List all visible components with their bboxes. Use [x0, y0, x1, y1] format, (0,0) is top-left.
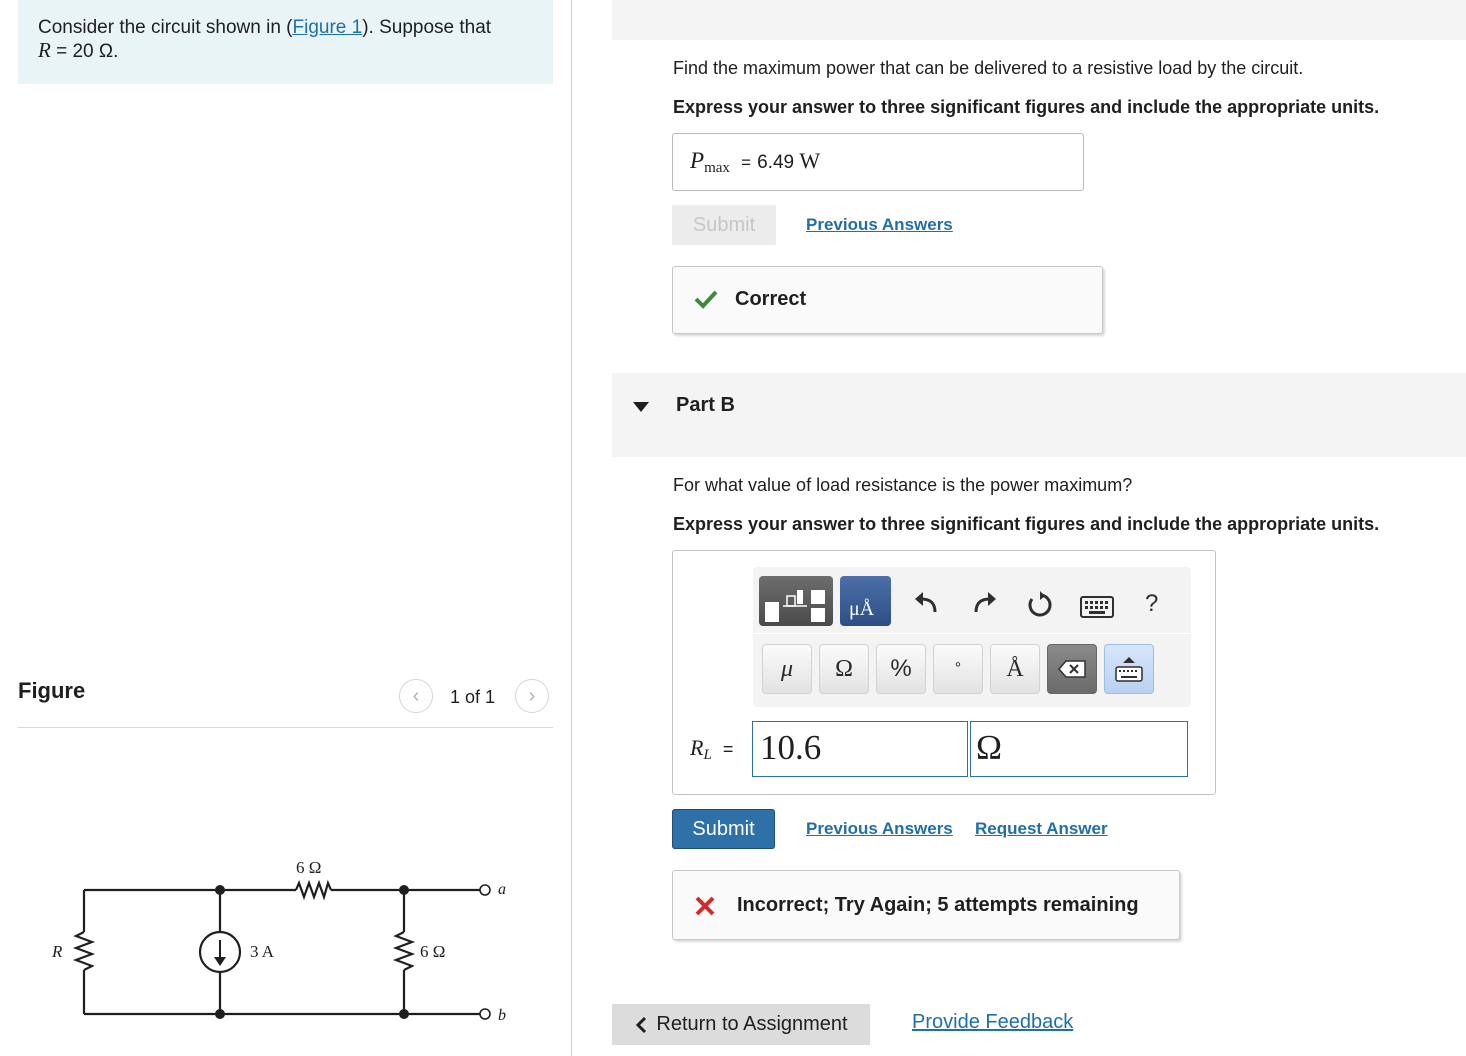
symbol-degree-button[interactable] [933, 644, 983, 694]
resistor-r [76, 932, 92, 970]
return-label: Return to Assignment [656, 1013, 848, 1035]
part-b-feedback-text: Incorrect; Try Again; 5 attempts remaining [737, 894, 1139, 916]
circuit-diagram [40, 840, 540, 1040]
part-b-submit-button[interactable]: Submit [672, 809, 775, 849]
label-node-a: a [498, 881, 506, 898]
part-b-answer-label [690, 735, 733, 761]
part-a-header-band [612, 0, 1466, 40]
part-b-question: For what value of load resistance is the power maximum? [673, 475, 1133, 495]
terminal-b [480, 1009, 490, 1019]
next-figure-button[interactable] [515, 679, 549, 713]
symbol-ohm-button[interactable] [819, 644, 869, 694]
label-source: 3 A [250, 942, 275, 961]
symbol-percent-label: % [890, 655, 912, 682]
part-b-unit-input[interactable] [970, 721, 1188, 777]
symbol-mu-label: μ [780, 655, 794, 682]
backspace-button[interactable] [1047, 644, 1097, 694]
part-b-title: Part B [676, 394, 735, 416]
intro-text-after: ). Suppose that [362, 17, 492, 38]
symbol-angstrom-label: Å [1006, 655, 1024, 682]
intro-text-before: Consider the circuit shown in ( [38, 17, 293, 38]
figure-title: Figure [18, 678, 86, 703]
symbol-ohm-label: Ω [835, 655, 853, 682]
part-a-var: P [690, 148, 705, 173]
reset-icon[interactable] [1026, 591, 1054, 619]
cross-icon [695, 896, 715, 916]
keyboard-icon[interactable] [1080, 596, 1114, 618]
figure-link[interactable]: Figure 1 [292, 17, 363, 38]
label-node-b: b [498, 1007, 506, 1024]
part-b-var-sub: L [703, 747, 712, 763]
chevron-left-icon [634, 1016, 648, 1034]
templates-button[interactable] [759, 576, 833, 626]
chevron-left-icon: ‹ [412, 684, 420, 707]
return-to-assignment-button[interactable] [612, 1004, 870, 1045]
top-resistor [296, 883, 331, 897]
figure-divider [18, 727, 553, 728]
provide-feedback-link[interactable]: Provide Feedback [912, 1011, 1074, 1033]
chevron-right-icon: › [528, 684, 536, 707]
problem-intro-text [38, 17, 491, 63]
part-b-instruction: Express your answer to three significant figures and include the appropriate units. [673, 514, 1380, 534]
terminal-a [480, 885, 490, 895]
r-variable: R [38, 38, 51, 62]
help-button[interactable]: ? [1145, 590, 1159, 617]
part-b-eq: = [722, 739, 734, 759]
symbol-angstrom-button[interactable] [990, 644, 1040, 694]
part-a-eq: = [741, 153, 752, 172]
checkmark-icon [694, 289, 718, 309]
label-right-resistor: 6 Ω [420, 942, 446, 961]
part-b-previous-answers-link[interactable]: Previous Answers [806, 819, 953, 838]
part-b-value-input[interactable] [752, 721, 968, 777]
panel-divider [571, 0, 572, 1056]
units-button[interactable] [840, 576, 891, 626]
label-top-resistor: 6 Ω [296, 858, 322, 877]
symbol-mu-button[interactable] [762, 644, 812, 694]
label-r: R [52, 942, 63, 961]
part-a-question: Find the maximum power that can be delivered to a resistive load by the circuit. [673, 58, 1304, 78]
part-a-previous-answers-link[interactable]: Previous Answers [806, 215, 953, 234]
part-a-feedback-text: Correct [735, 288, 807, 310]
part-a-answer [690, 148, 820, 174]
keyboard-toggle-icon [1114, 654, 1144, 684]
part-a-unit: W [799, 148, 821, 173]
toolbar-separator [753, 633, 1191, 634]
part-a-instruction: Express your answer to three significant figures and include the appropriate units. [673, 97, 1380, 117]
backspace-icon [1057, 659, 1087, 679]
units-button-label: μÅ [849, 598, 875, 620]
redo-icon[interactable] [972, 590, 998, 616]
symbol-percent-button[interactable] [876, 644, 926, 694]
r-value: = 20 Ω. [50, 41, 119, 62]
figure-pager-label: 1 of 1 [450, 687, 496, 707]
part-a-answer-box [672, 133, 1084, 191]
part-a-feedback [672, 266, 1103, 334]
templates-icon [759, 576, 833, 626]
part-b-var: R [690, 735, 704, 760]
part-b-header[interactable] [612, 373, 1466, 457]
part-b-value: 10.6 [760, 728, 822, 767]
undo-icon[interactable] [913, 590, 939, 616]
part-a-submit-button[interactable]: Submit [672, 205, 776, 245]
part-a-var-sub: max [704, 160, 730, 176]
symbol-degree-label: ° [954, 660, 962, 677]
part-b-feedback [672, 870, 1180, 940]
request-answer-link[interactable]: Request Answer [975, 819, 1108, 838]
prev-figure-button[interactable] [399, 679, 433, 713]
collapse-triangle-icon[interactable] [632, 401, 650, 413]
part-a-value: 6.49 [757, 152, 795, 173]
resistor-6ohm [396, 932, 412, 970]
part-b-unit: Ω [976, 728, 1003, 767]
toggle-keyboard-button[interactable] [1104, 644, 1154, 694]
